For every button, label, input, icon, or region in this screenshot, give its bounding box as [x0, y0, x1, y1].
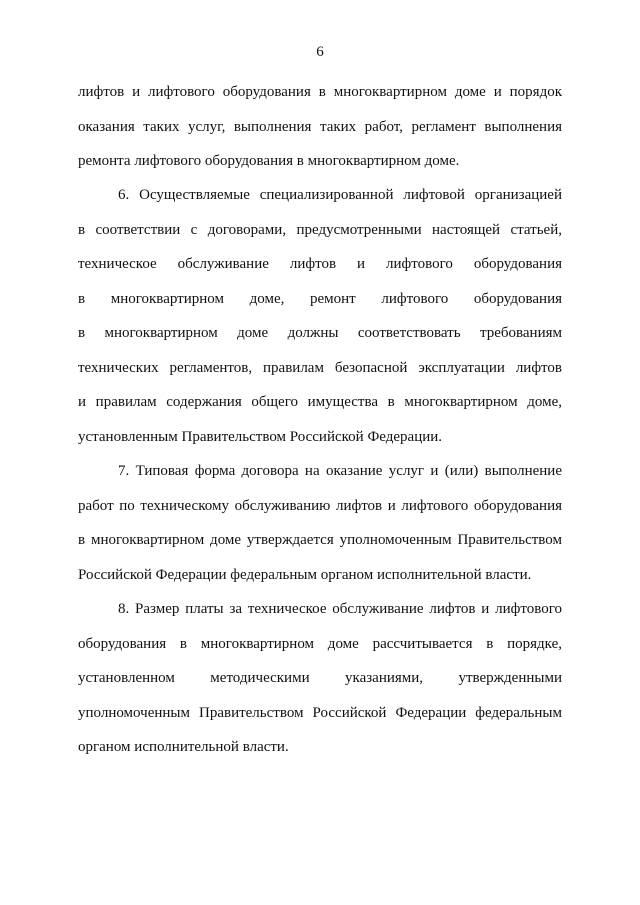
paragraph-line: работ по техническому обслуживанию лифтов и лифтового оборудования [78, 498, 562, 514]
page-number: 6 [316, 44, 324, 60]
paragraph-line: Российской Федерации федеральным органом исполнительной власти. [78, 567, 532, 583]
paragraph-line: ремонта лифтового оборудования в многоквартирном доме. [78, 153, 460, 169]
paragraph-line: установленном методическими указаниями, утвержденными [78, 670, 562, 686]
paragraph-line: 6. Осуществляемые специализированной лифтовой организацией [118, 187, 562, 203]
paragraph-line: в многоквартирном доме утверждается уполномоченным Правительством [78, 532, 562, 548]
paragraph-line: и правилам содержания общего имущества в многоквартирном доме, [78, 394, 562, 410]
paragraph-line: оборудования в многоквартирном доме рассчитывается в порядке, [78, 636, 562, 652]
paragraph-line: лифтов и лифтового оборудования в многоквартирном доме и порядок [78, 84, 562, 100]
paragraph-line: технических регламентов, правилам безопасной эксплуатации лифтов [78, 360, 562, 376]
paragraph-line: оказания таких услуг, выполнения таких работ, регламент выполнения [78, 119, 562, 135]
paragraph-line: органом исполнительной власти. [78, 739, 289, 755]
paragraph-line: 8. Размер платы за техническое обслуживание лифтов и лифтового [118, 601, 562, 617]
paragraph-line: 7. Типовая форма договора на оказание услуг и (или) выполнение [118, 463, 562, 479]
paragraph-line: уполномоченным Правительством Российской Федерации федеральным [78, 705, 562, 721]
paragraph-line: в многоквартирном доме должны соответствовать требованиям [78, 325, 562, 341]
paragraph-line: установленным Правительством Российской Федерации. [78, 429, 443, 445]
paragraph-line: техническое обслуживание лифтов и лифтового оборудования [78, 256, 562, 272]
paragraph-line: в многоквартирном доме, ремонт лифтового оборудования [78, 291, 562, 307]
paragraph-line: в соответствии с договорами, предусмотренными настоящей статьей, [78, 222, 562, 238]
